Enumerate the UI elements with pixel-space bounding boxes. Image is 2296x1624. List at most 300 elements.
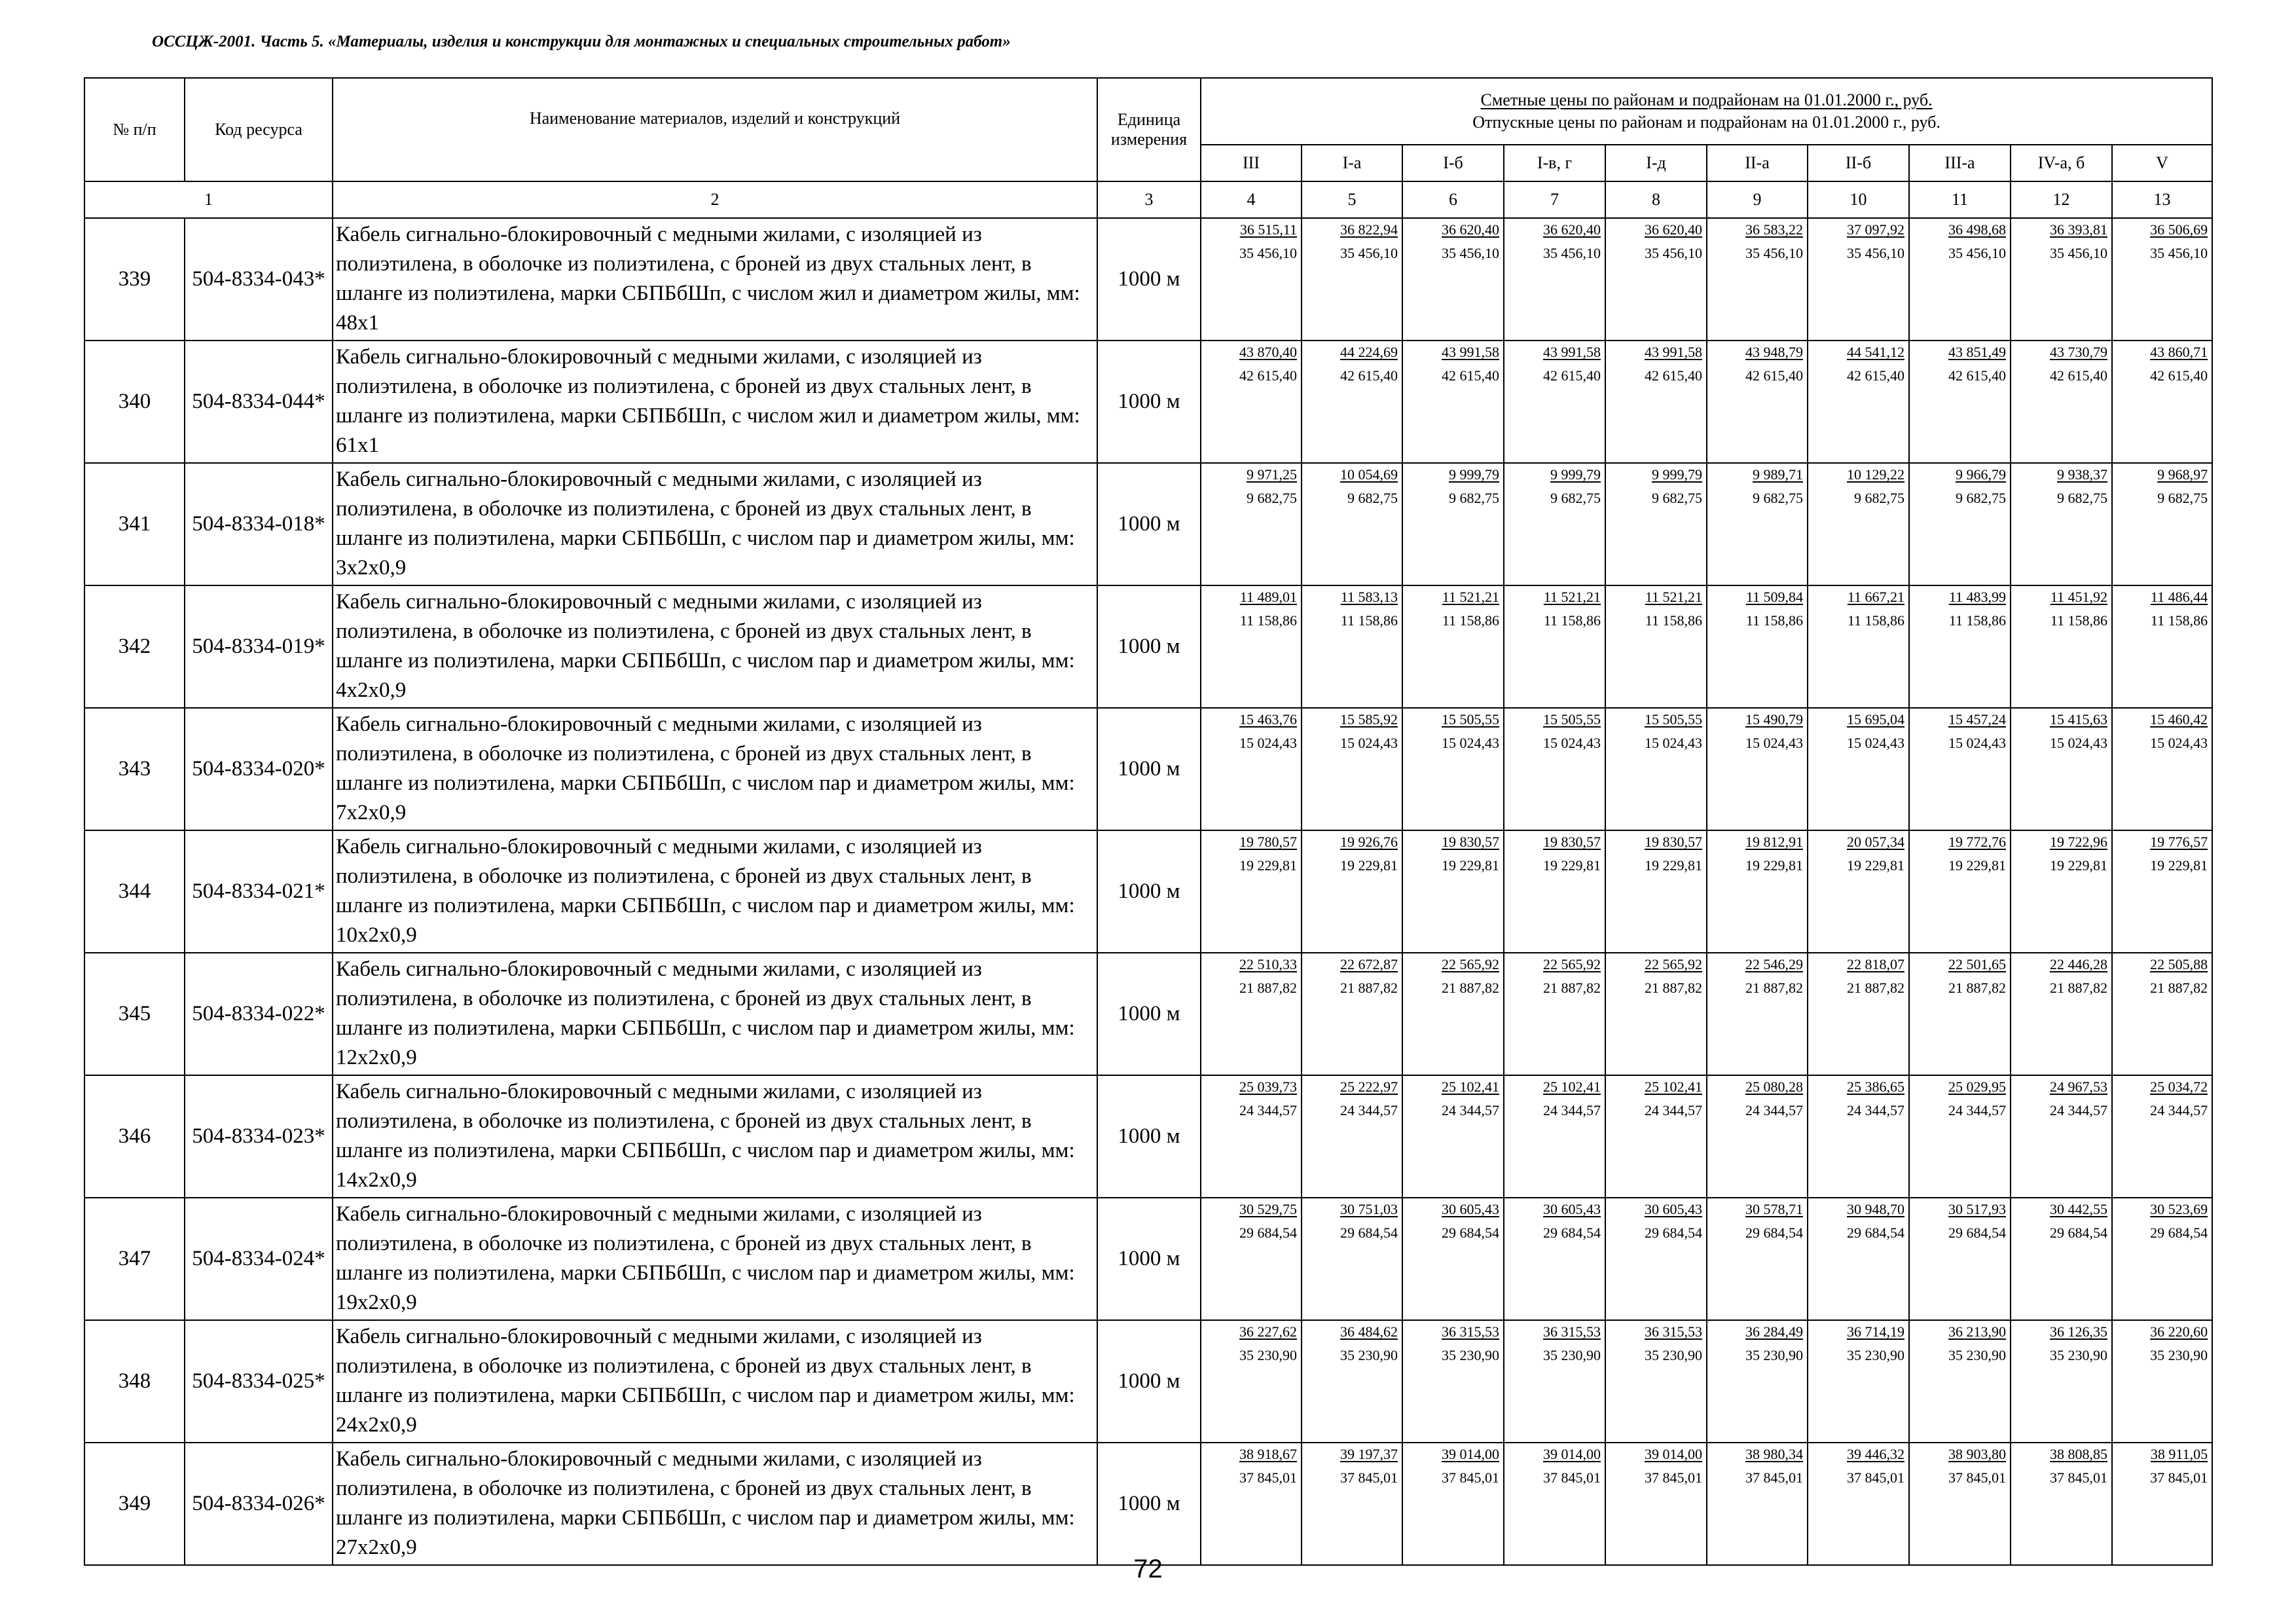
estimated-price: 36 315,53 <box>1543 1323 1601 1340</box>
material-name-line: 27х2х0,9 <box>336 1536 417 1559</box>
price-cell <box>1504 341 1605 463</box>
release-price: 21 887,82 <box>1745 980 1803 996</box>
price-cell <box>1201 463 1302 585</box>
price-cell <box>1605 1075 1707 1198</box>
release-price: 29 684,54 <box>1847 1225 1904 1241</box>
release-price: 24 344,57 <box>1847 1102 1904 1118</box>
material-name-line: 3х2х0,9 <box>336 556 407 580</box>
release-price: 19 229,81 <box>1543 857 1601 874</box>
release-price: 35 456,10 <box>2150 245 2208 261</box>
price-cell <box>1504 585 1605 708</box>
column-number: 6 <box>1402 181 1504 218</box>
column-number: 5 <box>1302 181 1402 218</box>
release-price: 24 344,57 <box>1948 1102 2006 1118</box>
estimated-price: 11 489,01 <box>1239 589 1297 605</box>
estimated-price: 15 415,63 <box>2050 711 2107 728</box>
table-row <box>84 341 2212 463</box>
estimated-price: 38 808,85 <box>2050 1446 2107 1462</box>
estimated-price: 22 818,07 <box>1847 956 1904 972</box>
price-cell <box>1302 1198 1402 1320</box>
price-cell <box>1707 708 1808 830</box>
estimated-price: 15 463,76 <box>1239 711 1297 728</box>
estimated-price: 30 605,43 <box>1645 1201 1702 1217</box>
region-header: I-в, г <box>1504 145 1605 181</box>
release-price: 24 344,57 <box>1340 1102 1398 1118</box>
material-name <box>333 1443 1097 1565</box>
row-number: 346 <box>84 1075 185 1198</box>
release-price: 42 615,40 <box>1847 367 1904 384</box>
release-price: 35 230,90 <box>1745 1347 1803 1363</box>
release-price: 35 456,10 <box>1847 245 1904 261</box>
release-price: 9 682,75 <box>1753 490 1803 506</box>
price-cell <box>2011 830 2112 953</box>
price-cell <box>1302 953 1402 1075</box>
price-cell <box>1909 1198 2011 1320</box>
estimated-price: 15 695,04 <box>1847 711 1904 728</box>
unit-of-measure: 1000 м <box>1097 218 1201 341</box>
estimated-price: 30 751,03 <box>1340 1201 1398 1217</box>
price-cell <box>1808 830 1909 953</box>
estimated-price: 25 034,72 <box>2150 1079 2208 1095</box>
price-cell <box>1504 1075 1605 1198</box>
release-price: 37 845,01 <box>1239 1469 1297 1486</box>
column-number: 9 <box>1707 181 1808 218</box>
release-price: 37 845,01 <box>1745 1469 1803 1486</box>
release-price: 11 158,86 <box>1645 612 1702 629</box>
estimated-price: 11 521,21 <box>1645 589 1702 605</box>
unit-of-measure: 1000 м <box>1097 341 1201 463</box>
price-cell <box>1605 708 1707 830</box>
estimated-price: 43 948,79 <box>1745 344 1803 360</box>
release-price: 15 024,43 <box>1239 735 1297 751</box>
estimated-price: 36 620,40 <box>1645 221 1702 238</box>
price-cell <box>1302 218 1402 341</box>
release-price: 37 845,01 <box>1847 1469 1904 1486</box>
estimated-price: 38 903,80 <box>1948 1446 2006 1462</box>
release-price: 35 456,10 <box>1340 245 1398 261</box>
release-price: 15 024,43 <box>1847 735 1904 751</box>
page-number: 72 <box>1133 1555 1163 1583</box>
estimated-price: 9 938,37 <box>2057 466 2107 483</box>
price-cell <box>1201 1198 1302 1320</box>
release-price: 19 229,81 <box>1745 857 1803 874</box>
release-price: 24 344,57 <box>1745 1102 1803 1118</box>
unit-of-measure: 1000 м <box>1097 1075 1201 1198</box>
release-price: 35 230,90 <box>1239 1347 1297 1363</box>
release-price: 11 158,86 <box>1948 612 2006 629</box>
price-cell <box>2112 585 2212 708</box>
estimated-price: 36 620,40 <box>1543 221 1601 238</box>
release-price: 15 024,43 <box>2150 735 2208 751</box>
material-name-line: полиэтилена, в оболочке из полиэтилена, с броней из двух стальных лент, в <box>336 1109 1032 1133</box>
material-name <box>333 585 1097 708</box>
estimated-price: 30 523,69 <box>2150 1201 2208 1217</box>
release-price: 19 229,81 <box>1645 857 1702 874</box>
release-price: 29 684,54 <box>1239 1225 1297 1241</box>
estimated-price: 19 722,96 <box>2050 834 2107 850</box>
price-cell <box>2011 585 2112 708</box>
estimated-price: 43 991,58 <box>1442 344 1499 360</box>
price-cell <box>2112 463 2212 585</box>
price-table <box>84 77 2213 1566</box>
estimated-price: 19 780,57 <box>1239 834 1297 850</box>
estimated-price: 36 213,90 <box>1948 1323 2006 1340</box>
price-cell <box>1302 1320 1402 1443</box>
release-price: 24 344,57 <box>1239 1102 1297 1118</box>
estimated-price: 38 980,34 <box>1745 1446 1803 1462</box>
price-cell <box>1605 463 1707 585</box>
release-price: 42 615,40 <box>1442 367 1499 384</box>
release-price: 35 456,10 <box>1543 245 1601 261</box>
estimated-price: 39 446,32 <box>1847 1446 1904 1462</box>
estimated-price: 9 999,79 <box>1449 466 1499 483</box>
estimated-price: 44 541,12 <box>1847 344 1904 360</box>
release-price: 35 456,10 <box>2050 245 2107 261</box>
table-row <box>84 1320 2212 1443</box>
release-price: 19 229,81 <box>1340 857 1398 874</box>
release-price: 15 024,43 <box>1948 735 2006 751</box>
estimated-price: 15 505,55 <box>1645 711 1702 728</box>
price-cell <box>1201 218 1302 341</box>
row-number: 345 <box>84 953 185 1075</box>
unit-of-measure: 1000 м <box>1097 708 1201 830</box>
price-cell <box>1605 953 1707 1075</box>
price-cell <box>1201 585 1302 708</box>
estimated-price: 30 578,71 <box>1745 1201 1803 1217</box>
material-name-line: полиэтилена, в оболочке из полиэтилена, с броней из двух стальных лент, в <box>336 375 1032 398</box>
resource-code: 504-8334-043* <box>185 218 333 341</box>
estimated-price: 22 565,92 <box>1645 956 1702 972</box>
table-row <box>84 953 2212 1075</box>
material-name-line: шланге из полиэтилена, марки СБПБбШп, с числом пар и диаметром жилы, мм: <box>336 894 1075 917</box>
release-price: 9 682,75 <box>1550 490 1601 506</box>
release-price: 19 229,81 <box>1948 857 2006 874</box>
estimated-price: 19 830,57 <box>1442 834 1499 850</box>
estimated-price: 25 029,95 <box>1948 1079 2006 1095</box>
price-cell <box>1605 1443 1707 1565</box>
col-header-unit: Единица измерения <box>1097 78 1201 181</box>
price-cell <box>1201 708 1302 830</box>
material-name-line: полиэтилена, в оболочке из полиэтилена, с броней из двух стальных лент, в <box>336 1477 1032 1500</box>
estimated-price: 25 039,73 <box>1239 1079 1297 1095</box>
col-header-num: № п/п <box>84 78 185 181</box>
estimated-price: 25 102,41 <box>1442 1079 1499 1095</box>
estimated-price: 36 220,60 <box>2150 1323 2208 1340</box>
material-name-line: полиэтилена, в оболочке из полиэтилена, с броней из двух стальных лент, в <box>336 619 1032 643</box>
estimated-price: 36 484,62 <box>1340 1323 1398 1340</box>
price-cell <box>1201 830 1302 953</box>
price-cell <box>1707 1075 1808 1198</box>
estimated-price: 39 014,00 <box>1442 1446 1499 1462</box>
price-cell <box>2112 218 2212 341</box>
table-row <box>84 463 2212 585</box>
column-number: 13 <box>2112 181 2212 218</box>
estimated-price: 36 126,35 <box>2050 1323 2107 1340</box>
price-cell <box>1504 953 1605 1075</box>
column-number: 1 <box>84 181 333 218</box>
row-number: 343 <box>84 708 185 830</box>
price-cell <box>1504 1320 1605 1443</box>
unit-of-measure: 1000 м <box>1097 830 1201 953</box>
resource-code: 504-8334-023* <box>185 1075 333 1198</box>
release-price: 9 682,75 <box>1956 490 2006 506</box>
release-price: 9 682,75 <box>2057 490 2107 506</box>
release-price: 19 229,81 <box>1239 857 1297 874</box>
price-cell <box>1808 1075 1909 1198</box>
release-price: 35 230,90 <box>1543 1347 1601 1363</box>
resource-code: 504-8334-044* <box>185 341 333 463</box>
price-cell <box>2011 1320 2112 1443</box>
table-row <box>84 585 2212 708</box>
release-price: 29 684,54 <box>1745 1225 1803 1241</box>
release-price: 21 887,82 <box>1442 980 1499 996</box>
release-price: 24 344,57 <box>1645 1102 1702 1118</box>
release-price: 21 887,82 <box>1239 980 1297 996</box>
region-header: II-б <box>1808 145 1909 181</box>
column-number: 11 <box>1909 181 2011 218</box>
price-cell <box>1808 1198 1909 1320</box>
material-name <box>333 1075 1097 1198</box>
column-number: 12 <box>2011 181 2112 218</box>
price-cell <box>2112 1075 2212 1198</box>
estimated-price: 36 284,49 <box>1745 1323 1803 1340</box>
estimated-price: 19 830,57 <box>1645 834 1702 850</box>
estimated-price: 22 446,28 <box>2050 956 2107 972</box>
price-cell <box>1808 1320 1909 1443</box>
estimated-price: 15 490,79 <box>1745 711 1803 728</box>
release-price: 15 024,43 <box>1543 735 1601 751</box>
release-price: 42 615,40 <box>2150 367 2208 384</box>
estimated-price: 15 585,92 <box>1340 711 1398 728</box>
price-cell <box>1909 708 2011 830</box>
price-cell <box>1302 585 1402 708</box>
estimated-price: 11 509,84 <box>1745 589 1803 605</box>
material-name-line: шланге из полиэтилена, марки СБПБбШп, с числом пар и диаметром жилы, мм: <box>336 1016 1075 1040</box>
estimated-price: 11 583,13 <box>1340 589 1398 605</box>
release-price: 11 158,86 <box>1442 612 1499 629</box>
price-cell <box>1302 1443 1402 1565</box>
unit-of-measure: 1000 м <box>1097 1320 1201 1443</box>
release-price: 42 615,40 <box>1239 367 1297 384</box>
estimated-price: 36 227,62 <box>1239 1323 1297 1340</box>
price-cell <box>1909 585 2011 708</box>
price-cell <box>1402 830 1504 953</box>
release-price: 21 887,82 <box>2050 980 2107 996</box>
unit-of-measure: 1000 м <box>1097 463 1201 585</box>
estimated-price: 36 583,22 <box>1745 221 1803 238</box>
material-name-line: Кабель сигнально-блокировочный с медными жилами, с изоляцией из <box>336 957 982 981</box>
price-cell <box>1605 218 1707 341</box>
price-cell <box>1504 463 1605 585</box>
release-price: 35 230,90 <box>2050 1347 2107 1363</box>
price-cell <box>1707 463 1808 585</box>
price-cell <box>1201 953 1302 1075</box>
price-cell <box>1707 1443 1808 1565</box>
price-cell <box>2112 1443 2212 1565</box>
price-cell <box>1201 1075 1302 1198</box>
estimated-price: 25 102,41 <box>1543 1079 1601 1095</box>
price-cell <box>1201 1443 1302 1565</box>
estimated-price: 43 870,40 <box>1239 344 1297 360</box>
price-cell <box>1504 708 1605 830</box>
price-cell <box>1707 1320 1808 1443</box>
estimated-price: 19 772,76 <box>1948 834 2006 850</box>
price-cell <box>1402 708 1504 830</box>
release-price: 37 845,01 <box>1442 1469 1499 1486</box>
release-price: 21 887,82 <box>2150 980 2208 996</box>
release-price: 11 158,86 <box>1340 612 1398 629</box>
release-price: 24 344,57 <box>2150 1102 2208 1118</box>
release-price: 11 158,86 <box>2050 612 2107 629</box>
material-name-line: 12х2х0,9 <box>336 1046 417 1069</box>
price-cell <box>2011 1198 2112 1320</box>
estimated-price: 43 991,58 <box>1543 344 1601 360</box>
price-cell <box>1504 830 1605 953</box>
release-price: 35 456,10 <box>1745 245 1803 261</box>
resource-code: 504-8334-020* <box>185 708 333 830</box>
region-header: III-а <box>1909 145 2011 181</box>
price-cell <box>1808 1443 1909 1565</box>
estimated-price: 36 506,69 <box>2150 221 2208 238</box>
release-price: 15 024,43 <box>1745 735 1803 751</box>
resource-code: 504-8334-024* <box>185 1198 333 1320</box>
release-price: 15 024,43 <box>1340 735 1398 751</box>
estimated-price: 36 515,11 <box>1239 221 1297 238</box>
price-cell <box>1402 341 1504 463</box>
estimated-price: 11 521,21 <box>1543 589 1601 605</box>
release-price: 24 344,57 <box>2050 1102 2107 1118</box>
unit-of-measure: 1000 м <box>1097 1198 1201 1320</box>
table-header <box>84 78 2212 218</box>
price-cell <box>1402 463 1504 585</box>
release-price: 42 615,40 <box>1645 367 1702 384</box>
estimated-price: 9 999,79 <box>1652 466 1702 483</box>
row-number: 349 <box>84 1443 185 1565</box>
price-cell <box>1909 1075 2011 1198</box>
estimated-price: 19 812,91 <box>1745 834 1803 850</box>
release-price: 29 684,54 <box>2150 1225 2208 1241</box>
material-name-line: Кабель сигнально-блокировочный с медными жилами, с изоляцией из <box>336 1447 982 1471</box>
material-name-line: полиэтилена, в оболочке из полиэтилена, с броней из двух стальных лент, в <box>336 252 1032 276</box>
release-price: 21 887,82 <box>1847 980 1904 996</box>
release-price: 11 158,86 <box>1745 612 1803 629</box>
estimated-price: 22 501,65 <box>1948 956 2006 972</box>
release-price: 37 845,01 <box>1543 1469 1601 1486</box>
material-name-line: 61х1 <box>336 434 379 457</box>
column-number: 4 <box>1201 181 1302 218</box>
table-row <box>84 1198 2212 1320</box>
estimated-price: 9 966,79 <box>1956 466 2006 483</box>
price-cell <box>1302 463 1402 585</box>
release-price: 35 230,90 <box>1847 1347 1904 1363</box>
price-cell <box>1302 708 1402 830</box>
estimated-price: 25 222,97 <box>1340 1079 1398 1095</box>
material-name-line: Кабель сигнально-блокировочный с медными жилами, с изоляцией из <box>336 835 982 858</box>
release-price: 42 615,40 <box>2050 367 2107 384</box>
material-name-line: шланге из полиэтилена, марки СБПБбШп, с числом пар и диаметром жилы, мм: <box>336 1261 1075 1285</box>
release-price: 11 158,86 <box>2150 612 2208 629</box>
price-cell <box>1909 953 2011 1075</box>
release-price: 35 230,90 <box>1948 1347 2006 1363</box>
price-cell <box>1402 1198 1504 1320</box>
material-name-line: Кабель сигнально-блокировочный с медными жилами, с изоляцией из <box>336 345 982 369</box>
material-name-line: 4х2х0,9 <box>336 678 407 702</box>
price-cell <box>1605 1198 1707 1320</box>
price-cell <box>1707 953 1808 1075</box>
release-price: 11 158,86 <box>1239 612 1297 629</box>
material-name-line: 48х1 <box>336 311 379 335</box>
release-price: 37 845,01 <box>1645 1469 1702 1486</box>
estimated-price: 30 605,43 <box>1543 1201 1601 1217</box>
release-price: 9 682,75 <box>1347 490 1398 506</box>
estimated-price: 10 129,22 <box>1847 466 1904 483</box>
region-header: II-а <box>1707 145 1808 181</box>
material-name-line: 10х2х0,9 <box>336 923 417 947</box>
price-cell <box>1808 218 1909 341</box>
column-number: 10 <box>1808 181 1909 218</box>
price-cell <box>1402 953 1504 1075</box>
estimated-price: 43 991,58 <box>1645 344 1702 360</box>
estimated-price: 43 730,79 <box>2050 344 2107 360</box>
resource-code: 504-8334-022* <box>185 953 333 1075</box>
release-price: 24 344,57 <box>1442 1102 1499 1118</box>
estimated-price: 19 830,57 <box>1543 834 1601 850</box>
material-name-line: шланге из полиэтилена, марки СБПБбШп, с числом пар и диаметром жилы, мм: <box>336 771 1075 795</box>
material-name-line: Кабель сигнально-блокировочный с медными жилами, с изоляцией из <box>336 1325 982 1348</box>
estimated-price: 39 014,00 <box>1645 1446 1702 1462</box>
estimated-price: 36 822,94 <box>1340 221 1398 238</box>
release-price: 29 684,54 <box>1645 1225 1702 1241</box>
material-name-line: 19х2х0,9 <box>336 1291 417 1314</box>
release-price: 35 456,10 <box>1239 245 1297 261</box>
estimated-price: 30 517,93 <box>1948 1201 2006 1217</box>
unit-of-measure: 1000 м <box>1097 1443 1201 1565</box>
price-cell <box>2112 953 2212 1075</box>
estimated-price: 20 057,34 <box>1847 834 1904 850</box>
region-header: V <box>2112 145 2212 181</box>
price-cell <box>1201 1320 1302 1443</box>
resource-code: 504-8334-026* <box>185 1443 333 1565</box>
material-name-line: полиэтилена, в оболочке из полиэтилена, с броней из двух стальных лент, в <box>336 742 1032 766</box>
price-cell <box>1707 218 1808 341</box>
estimated-price: 39 014,00 <box>1543 1446 1601 1462</box>
estimated-price: 11 486,44 <box>2150 589 2208 605</box>
release-price: 37 845,01 <box>1948 1469 2006 1486</box>
estimated-price: 15 457,24 <box>1948 711 2006 728</box>
release-price: 21 887,82 <box>1948 980 2006 996</box>
release-price: 9 682,75 <box>1449 490 1499 506</box>
material-name <box>333 953 1097 1075</box>
estimated-price: 9 999,79 <box>1550 466 1601 483</box>
material-name-line: шланге из полиэтилена, марки СБПБбШп, с числом пар и диаметром жилы, мм: <box>336 649 1075 673</box>
price-cell <box>2112 708 2212 830</box>
resource-code: 504-8334-025* <box>185 1320 333 1443</box>
row-number: 342 <box>84 585 185 708</box>
price-cell <box>1808 585 1909 708</box>
estimated-price: 9 971,25 <box>1247 466 1297 483</box>
material-name <box>333 1320 1097 1443</box>
material-name-line: Кабель сигнально-блокировочный с медными жилами, с изоляцией из <box>336 1080 982 1103</box>
release-price: 9 682,75 <box>1854 490 1904 506</box>
release-price: 29 684,54 <box>1340 1225 1398 1241</box>
release-price: 29 684,54 <box>2050 1225 2107 1241</box>
estimated-price: 11 451,92 <box>2050 589 2107 605</box>
material-name <box>333 463 1097 585</box>
release-price: 19 229,81 <box>1442 857 1499 874</box>
price-cell <box>1605 1320 1707 1443</box>
estimated-price: 39 197,37 <box>1340 1446 1398 1462</box>
estimated-price: 36 498,68 <box>1948 221 2006 238</box>
